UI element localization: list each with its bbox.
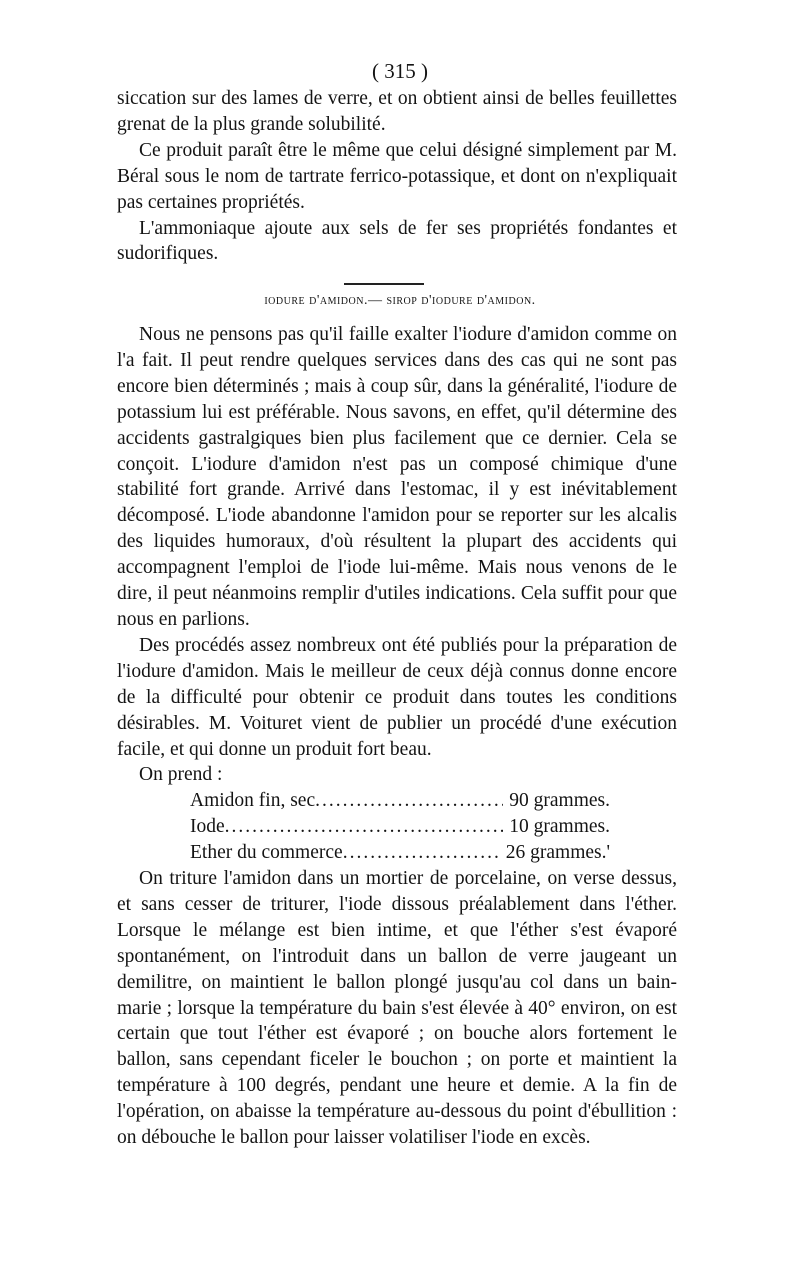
recipe-item <box>190 788 610 814</box>
top-text-block <box>117 86 677 267</box>
paragraph-beral: Ce produit paraît être le même que celui désigné simplement par M. Béral sous le nom de tartrate ferrico-potassique, et dont on n'expliquait pas certaines propriétés. <box>117 139 677 213</box>
recipe-quantity: 90 grammes. <box>509 790 610 811</box>
recipe-ingredient: Amidon fin, sec <box>190 790 316 811</box>
section-divider <box>344 283 424 285</box>
paragraph-continuation: siccation sur des lames de verre, et on obtient ainsi de belles feuillettes grenat de la plus grande solubilité. <box>117 88 677 135</box>
recipe-quantity: 10 grammes. <box>509 816 610 837</box>
recipe-ingredient: Ether du commerce <box>190 842 343 863</box>
recipe-list <box>190 788 610 866</box>
bottom-text-block <box>117 866 677 1151</box>
paragraph-ammoniaque: L'ammoniaque ajoute aux sels de fer ses propriétés fondantes et sudorifiques. <box>117 217 677 265</box>
recipe-item <box>190 814 610 840</box>
dot-leader <box>343 840 500 866</box>
paragraph-procedes: Des procédés assez nombreux ont été publiés pour la préparation de l'iodure d'amidon. Mais le meilleur de ceux déjà connus donne encore de la difficulté pour obtenir ce produit dans toutes les conditions désirables. M. Voituret vient de publier un procédé d'une exécution facile, et qui donne un produit fort beau. <box>117 634 677 760</box>
dot-leader <box>315 788 503 814</box>
dot-leader <box>225 814 504 840</box>
section-heading: iodure d'amidon.— sirop d'iodure d'amidon. <box>264 293 536 308</box>
recipe-ingredient: Iode <box>190 816 225 837</box>
middle-text-block <box>117 322 677 788</box>
paragraph-procedure: On triture l'amidon dans un mortier de porcelaine, on verse dessus, et sans cesser de triturer, l'iode dissous préalablement dans l'éther. Lorsque le mélange est bien intime, et que l'éther s'est évaporé spontanément, on l'introduit dans un ballon de verre jaugeant un demilitre, on maintient le ballon plongé jusqu'au col dans un bain-marie ; lorsque la température du bain s'est élevée à 40° environ, on est certain que tout l'éther est évaporé ; on bouche alors fortement le ballon, sans cependant ficeler le bouchon ; on porte et maintient la température à 100 degrés, pendant une heure et demie. A la fin de l'opération, on abaisse la température au-dessous du point d'ébullition : on débouche le ballon pour laisser volatiliser l'iode en excès. <box>117 868 677 1149</box>
recipe-item <box>190 840 610 866</box>
paragraph-iodure-intro: Nous ne pensons pas qu'il faille exalter l'iodure d'amidon comme on l'a fait. Il peut rendre quelques services dans des cas qui ne sont pas encore bien déterminés ; mais à coup sûr, dans la généralité, l'iodure de potassium lui est préférable. Nous savons, en effet, qu'il détermine des accidents gastralgiques bien plus facilement que ce dernier. Cela se conçoit. L'iodure d'amidon n'est pas un composé chimique d'une stabilité fort grande. Arrivé dans l'estomac, il y est inévitablement décomposé. L'iode abandonne l'amidon pour se reporter sur les alcalis des liquides humoraux, d'où résultent la plupart des accidents qui accompagnent l'emploi de l'iode lui-même. Mais nous venons de le dire, il peut néanmoins remplir d'utiles indications. Cela suffit pour que nous en parlions. <box>117 324 677 630</box>
recipe-quantity: 26 grammes.' <box>505 842 610 863</box>
page-number: ( 315 ) <box>372 59 428 83</box>
paragraph-on-prend: On prend : <box>139 764 223 786</box>
